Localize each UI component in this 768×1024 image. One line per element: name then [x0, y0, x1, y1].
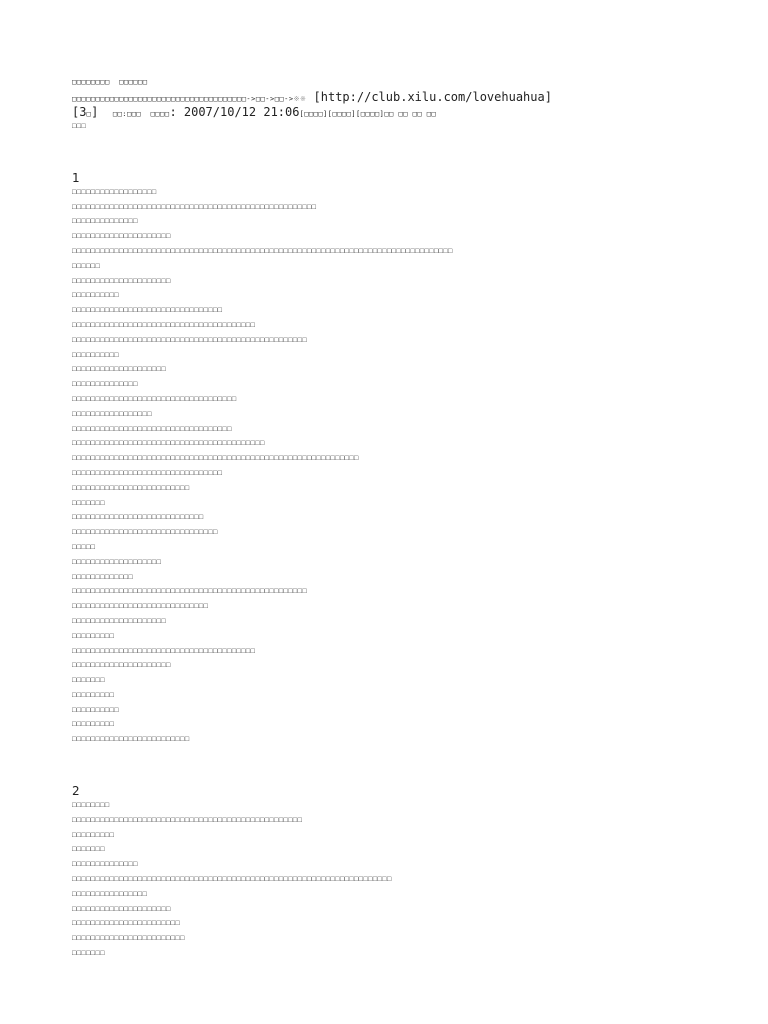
text-line: □□□□□□□□□□□□□□□□□□□□□ — [72, 277, 171, 286]
text-line: □□□□□□□□□□□□□□□□□□□□□□□□□□□□□ — [72, 603, 209, 612]
text-line: □□□□□□□□□□□□□□□□□□□□□□□□□□□□□□□□ — [72, 307, 223, 316]
section-2 — [72, 784, 712, 962]
section-number: 1 — [72, 170, 81, 185]
text-line: □□□□□□□□□□□□□□□□□□□□□□□□□□□□□□□□□□□□□□□□□□□□□□□□□□□□□□□□□□□□□□□□□□□□□□□□□□□□□□□□□ — [72, 247, 453, 256]
text-line: □□□□□□□□□□□□□□□□□□□□□□□□□□□□□□□ — [72, 529, 218, 538]
text-line: □□□□□□□□□□□□□□□□□□□□□ — [72, 662, 171, 671]
text-line: □□□□□□□□□□ — [72, 292, 120, 301]
text-line: □□□□□□□□□□□□□□□□□□□□ — [72, 617, 167, 626]
text-line: □□□□□□ — [72, 262, 101, 271]
text-line: □□□□□□□□□□□□□□□□□□□□□□□□□ — [72, 736, 190, 745]
section-list — [72, 171, 712, 962]
text-line: □□□□□□□□□□□□□□□□□□□□ — [72, 366, 167, 375]
source-url-link[interactable]: [http://club.xilu.com/lovehuahua] — [306, 90, 552, 104]
section-1 — [72, 171, 712, 748]
text-line: □□□□□□□□□□□□□□ — [72, 861, 138, 870]
text-line: □□□□□□□□□□□□□□□□□□□□□ — [72, 233, 171, 242]
text-line: □□□□□□□□ — [72, 802, 110, 811]
text-line: □□□□□□□□□□□□□□□□□□□□□□□□ — [72, 935, 185, 944]
text-line: □□□□□□□□□□□□□□□□□□□□□□□ — [72, 920, 181, 929]
meta-reply-count-close: ] — [91, 105, 113, 119]
text-line: □□□□□□□□□□□□□□□□□□□□□ — [72, 905, 171, 914]
header-path — [72, 90, 712, 105]
header-extra: □□□ — [72, 123, 87, 131]
meta-author: □□:□□□ □□□□ — [112, 110, 170, 118]
text-line: □□□□□□□□□□□□□□□□□□□□□□□□□□□□ — [72, 514, 204, 523]
section-number: 2 — [72, 784, 81, 799]
text-line: □□□□□□□□□□ — [72, 706, 120, 715]
text-line: □□□□□□□ — [72, 950, 105, 959]
text-line: □□□□□□□□□ — [72, 721, 115, 730]
text-line: □□□□□□□□□□□□□□□□□ — [72, 410, 152, 419]
text-line: □□□□□□□□□□□□□□□□□□□□□□□□□□□□□□□□ — [72, 469, 223, 478]
text-line: □□□□□□□□□□□□□□□□□□□□□□□□□□□□□□□□□□□□□□□□□□□□□□□□□□ — [72, 588, 308, 597]
text-line: □□□□□□□□□□□□□□□□□□□ — [72, 558, 162, 567]
text-line: □□□□□□□□□□□□□□□□□□□□□□□□□□□□□□□□□□□□□□□□□□□□□□□□□□□□□□□□□□□□□ — [72, 455, 359, 464]
text-line: □□□□□□□□□□ — [72, 351, 120, 360]
text-line: □□□□□□□□□□□□□□□□□□□□□□□□□□□□□□□□□□□ — [72, 395, 237, 404]
text-line: □□□□□□□ — [72, 677, 105, 686]
text-line: □□□□□□□□□ — [72, 831, 115, 840]
text-line: □□□□□ — [72, 543, 96, 552]
text-line: □□□□□□□□□□□□□□□□□□□□□□□□□ — [72, 484, 190, 493]
text-line: □□□□□□□□□□□□□□□□□□□□□□□□□□□□□□□□□□□□□□□□□ — [72, 440, 265, 449]
meta-post-time: : 2007/10/12 21:06 — [169, 105, 300, 119]
text-line: □□□□□□□□□□□□□□□□ — [72, 890, 148, 899]
text-line: □□□□□□□□□ — [72, 691, 115, 700]
text-line: □□□□□□□□□□□□□ — [72, 573, 134, 582]
text-line: □□□□□□□□□□□□□□□□□□□□□□□□□□□□□□□□□□□□□□□ — [72, 647, 256, 656]
text-line: □□□□□□□□□□□□□□□□□□□□□□□□□□□□□□□□□□□□□□□□□□□□□□□□□ — [72, 816, 303, 825]
header-meta — [72, 105, 712, 120]
header-title: □□□□□□□□ □□□□□□ — [72, 78, 148, 86]
meta-reply-unit: □ — [86, 110, 92, 118]
text-line: □□□□□□□ — [72, 846, 105, 855]
header-path-text: □□□□□□□□□□□□□□□□□□□□□□□□□□□□□□□□□□□□□->□□->□□-> — [72, 95, 294, 103]
text-line: □□□□□□□□□ — [72, 632, 115, 641]
text-line: □□□□□□□□□□□□□□□□□□□□□□□□□□□□□□□□□□□□□□□□□□□□□□□□□□ — [72, 336, 308, 345]
text-line: □□□□□□□□□□□□□□□□□□□□□□□□□□□□□□□□□□□□□□□□□□□□□□□□□□□□□□□□□□□□□□□□□□□□ — [72, 876, 392, 885]
text-line: □□□□□□□□□□□□□□□□□□ — [72, 188, 157, 197]
text-line: □□□□□□□□□□□□□□ — [72, 381, 138, 390]
document-content — [72, 75, 712, 962]
text-line: □□□□□□□ — [72, 499, 105, 508]
text-line: □□□□□□□□□□□□□□□□□□□□□□□□□□□□□□□□□□ — [72, 425, 232, 434]
text-line: □□□□□□□□□□□□□□□□□□□□□□□□□□□□□□□□□□□□□□□ — [72, 321, 256, 330]
meta-action-links[interactable]: [□□□□][□□□□][□□□□]□□ □□ □□ □□ — [299, 110, 437, 118]
text-line: □□□□□□□□□□□□□□□□□□□□□□□□□□□□□□□□□□□□□□□□□□□□□□□□□□□□ — [72, 203, 317, 212]
meta-reply-count-open: [3 — [72, 105, 87, 119]
decoration-icon: ※※ — [293, 95, 307, 103]
text-line: □□□□□□□□□□□□□□ — [72, 218, 138, 227]
